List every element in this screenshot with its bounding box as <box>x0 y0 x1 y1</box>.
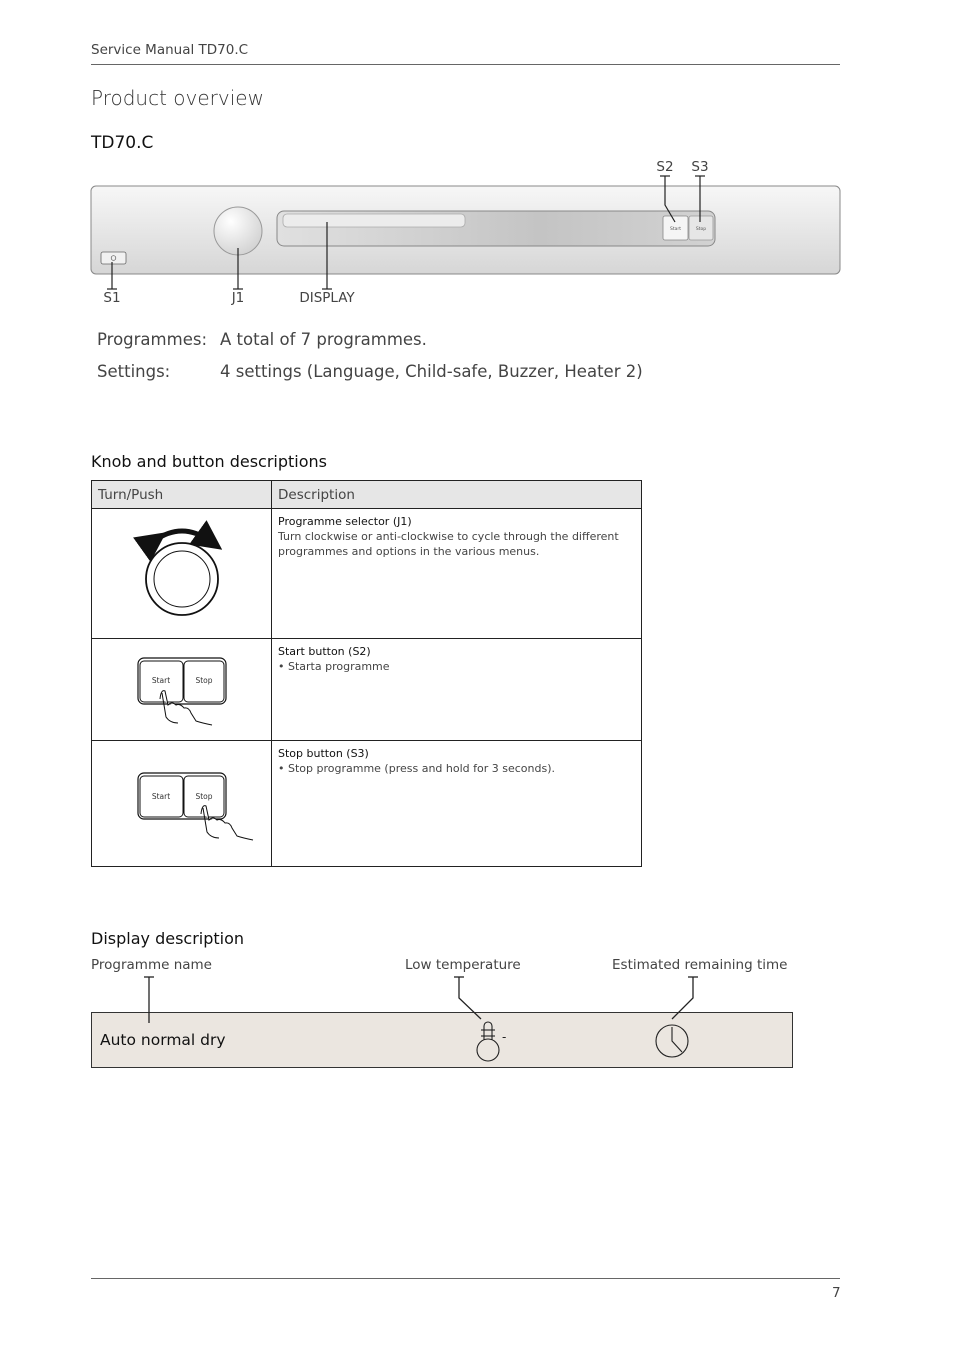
column-header-turn-push: Turn/Push <box>92 481 272 509</box>
thermometer-icon <box>477 1022 499 1061</box>
start-description-cell <box>272 639 642 741</box>
spec-value-programmes: A total of 7 programmes. <box>220 330 427 349</box>
running-header: Service Manual TD70.C <box>91 42 249 58</box>
knob-rotate-icon <box>92 509 270 634</box>
panel-start-label: Start <box>670 227 681 232</box>
column-header-description: Description <box>272 481 642 509</box>
header-rule <box>91 64 840 65</box>
start-label: Start <box>151 676 171 685</box>
callout-s3: S3 <box>691 159 709 175</box>
page-number: 7 <box>832 1285 841 1301</box>
power-button <box>101 252 126 264</box>
label-remaining-time: Estimated remaining time <box>612 957 788 973</box>
start-press-icon <box>92 639 270 736</box>
spec-label-settings: Settings: <box>97 362 171 381</box>
row-text: • Stop programme (press and hold for 3 seconds). <box>278 762 555 775</box>
callout-s1: S1 <box>103 290 121 306</box>
clock-icon <box>656 1025 688 1057</box>
knob-section-title: Knob and button descriptions <box>91 452 328 471</box>
knob-illustration-cell <box>92 509 272 639</box>
stop-label: Stop <box>195 792 213 801</box>
programme-selector-knob <box>214 207 262 255</box>
panel-stop-label: Stop <box>695 227 707 232</box>
control-panel-illustration <box>0 150 954 315</box>
callout-display: DISPLAY <box>299 290 355 306</box>
start-illustration-cell <box>92 639 272 741</box>
label-low-temperature: Low temperature <box>405 957 521 973</box>
stop-illustration-cell <box>92 741 272 867</box>
callout-j1: J1 <box>231 290 245 306</box>
page-title: Product overview <box>91 86 264 110</box>
callout-s2: S2 <box>656 159 674 175</box>
row-text: • Starta programme <box>278 660 390 673</box>
stop-press-icon <box>92 741 270 862</box>
model-heading: TD70.C <box>91 133 154 153</box>
table-row <box>92 639 642 741</box>
row-title: Start button (S2) <box>278 645 371 658</box>
knob-button-table <box>91 480 642 867</box>
label-programme-name: Programme name <box>91 957 212 973</box>
row-text: Turn clockwise or anti-clockwise to cycle through the different programmes and options in the various menus. <box>278 530 619 558</box>
row-title: Programme selector (J1) <box>278 515 412 528</box>
row-title: Stop button (S3) <box>278 747 369 760</box>
thermometer-minus: - <box>502 1030 507 1044</box>
knob-description-cell <box>272 509 642 639</box>
spec-value-settings: 4 settings (Language, Child-safe, Buzzer, Heater 2) <box>220 362 643 381</box>
table-header-row <box>92 481 642 509</box>
table-row <box>92 741 642 867</box>
table-row <box>92 509 642 639</box>
display-callouts <box>0 970 954 1070</box>
stop-label: Stop <box>195 676 213 685</box>
footer-rule <box>91 1278 840 1279</box>
display-programme-text: Auto normal dry <box>100 1031 226 1049</box>
start-label: Start <box>151 792 171 801</box>
spec-label-programmes: Programmes: <box>97 330 207 349</box>
display-section-title: Display description <box>91 929 245 948</box>
stop-description-cell <box>272 741 642 867</box>
